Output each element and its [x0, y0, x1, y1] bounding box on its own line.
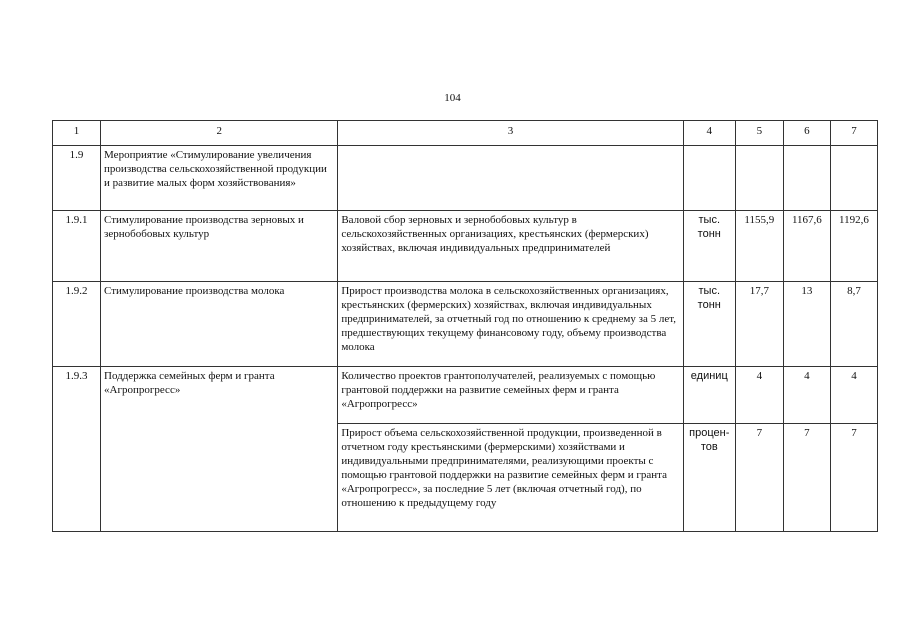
header-cell-5: 5 — [735, 121, 783, 146]
value-col6 — [783, 146, 830, 211]
value-col5: 17,7 — [735, 282, 783, 367]
program-table — [52, 120, 878, 532]
indicator-text: Прирост производства молока в сельскохозяйственных организациях, крестьянских (фермерских) хозяйствах, включая индивидуальных предпринимателей, за отчетный год по отношению к среднему за 5 лет, предшествующих текущему финансовому году, объему производства молока — [338, 282, 683, 367]
row-number: 1.9.2 — [53, 282, 101, 367]
value-col6: 13 — [783, 282, 830, 367]
measure-name: Мероприятие «Стимулирование увеличения производства сельскохозяйственной продукции и развитие малых форм хозяйствования» — [101, 146, 338, 211]
table-row — [53, 282, 878, 367]
header-cell-1: 1 — [53, 121, 101, 146]
row-number: 1.9.3 — [53, 367, 101, 532]
measure-name: Поддержка семейных ферм и гранта «Агропрогресс» — [101, 367, 338, 532]
unit-cell — [683, 146, 735, 211]
measure-name: Стимулирование производства зерновых и зернобобовых культур — [101, 211, 338, 282]
table-header-row — [53, 121, 878, 146]
value-col5: 4 — [735, 367, 783, 424]
indicator-text: Количество проектов грантополучателей, реализуемых с помощью грантовой поддержки на развитие семейных ферм и гранта «Агропрогресс» — [338, 367, 683, 424]
page-number: 104 — [444, 92, 461, 104]
value-col7: 8,7 — [830, 282, 877, 367]
table-row — [53, 211, 878, 282]
value-col7: 1192,6 — [830, 211, 877, 282]
measure-name: Стимулирование производства молока — [101, 282, 338, 367]
header-cell-2: 2 — [101, 121, 338, 146]
header-cell-4: 4 — [683, 121, 735, 146]
row-number: 1.9.1 — [53, 211, 101, 282]
header-cell-6: 6 — [783, 121, 830, 146]
value-col5: 7 — [735, 424, 783, 532]
value-col5: 1155,9 — [735, 211, 783, 282]
value-col6: 4 — [783, 367, 830, 424]
table-row — [53, 367, 878, 424]
table-row — [53, 146, 878, 211]
value-col6: 1167,6 — [783, 211, 830, 282]
header-cell-7: 7 — [830, 121, 877, 146]
unit-cell: тыс. тонн — [683, 282, 735, 367]
row-number: 1.9 — [53, 146, 101, 211]
value-col5 — [735, 146, 783, 211]
unit-cell: единиц — [683, 367, 735, 424]
indicator-text — [338, 146, 683, 211]
unit-cell: процен-тов — [683, 424, 735, 532]
indicator-text: Прирост объема сельскохозяйственной продукции, произведенной в отчетном году крестьянскими (фермерскими) хозяйствами и индивидуальными предпринимателями, реализующими проекты с помощью грантовой поддержки на развитие семейных ферм и гранта «Агропрогресс», за последние 5 лет (включая отчетный год), по отношению к предыдущему году — [338, 424, 683, 532]
indicator-text: Валовой сбор зерновых и зернобобовых культур в сельскохозяйственных организациях, крестьянских (фермерских) хозяйствах, включая индивидуальных предпринимателей — [338, 211, 683, 282]
header-cell-3: 3 — [338, 121, 683, 146]
unit-cell: тыс. тонн — [683, 211, 735, 282]
value-col7 — [830, 146, 877, 211]
value-col7: 4 — [830, 367, 877, 424]
value-col7: 7 — [830, 424, 877, 532]
value-col6: 7 — [783, 424, 830, 532]
